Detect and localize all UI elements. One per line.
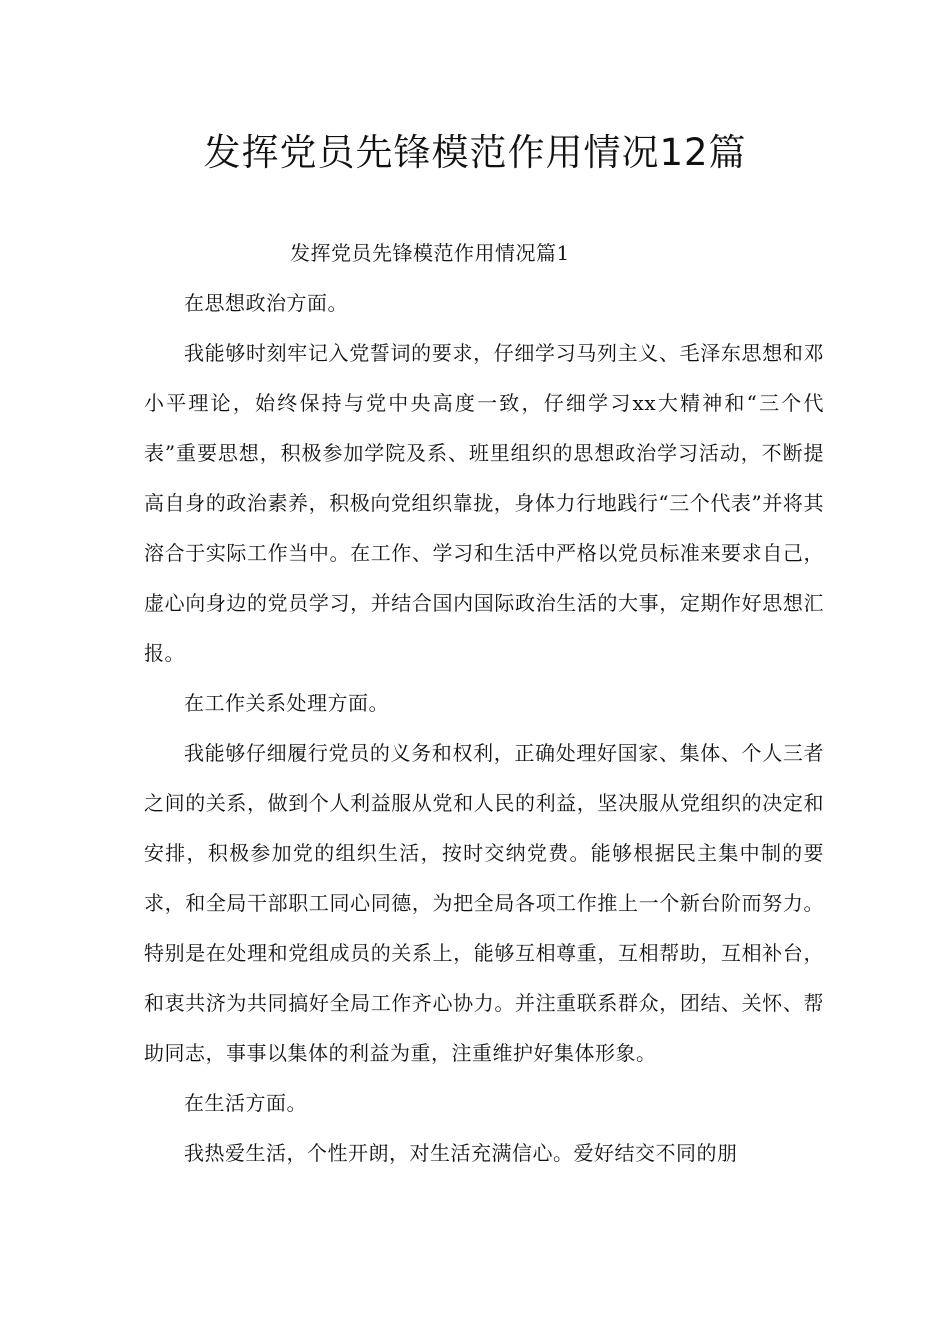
document-body xyxy=(144,228,824,1178)
document-title: 发挥党员先锋模范作用情况12篇 xyxy=(203,131,747,174)
paragraph: 我能够仔细履行党员的义务和权利，正确处理好国家、集体、个人三者之间的关系，做到个人利益服从党和人民的利益，坚决服从党组织的决定和安排，积极参加党的组织生活，按时交纳党费。能够根据民主集中制的要求，和全局干部职工同心同德，为把全局各项工作推上一个新台阶而努力。特别是在处理和党组成员的关系上，能够互相尊重，互相帮助，互相补台，和衷共济为共同搞好全局工作齐心协力。并注重联系群众，团结、关怀、帮助同志，事事以集体的利益为重，注重维护好集体形象。 xyxy=(144,741,824,1065)
paragraph: 在工作关系处理方面。 xyxy=(184,691,389,715)
paragraph: 我能够时刻牢记入党誓词的要求，仔细学习马列主义、毛泽东思想和邓小平理论，始终保持与党中央高度一致，仔细学习xx大精神和“三个代表”重要思想，积极参加学院及系、班里组织的思想政治学习活动，不断提高自身的政治素养，积极向党组织靠拢，身体力行地践行“三个代表”并将其溶合于实际工作当中。在工作、学习和生活中严格以党员标准来要求自己，虚心向身边的党员学习，并结合国内国际政治生活的大事，定期作好思想汇报。 xyxy=(144,341,824,665)
paragraph: 我热爱生活，个性开朗，对生活充满信心。爱好结交不同的朋 xyxy=(184,1141,738,1165)
section-title: 发挥党员先锋模范作用情况篇1 xyxy=(290,241,570,265)
paragraph: 在思想政治方面。 xyxy=(184,291,348,315)
paragraph: 在生活方面。 xyxy=(184,1091,307,1115)
